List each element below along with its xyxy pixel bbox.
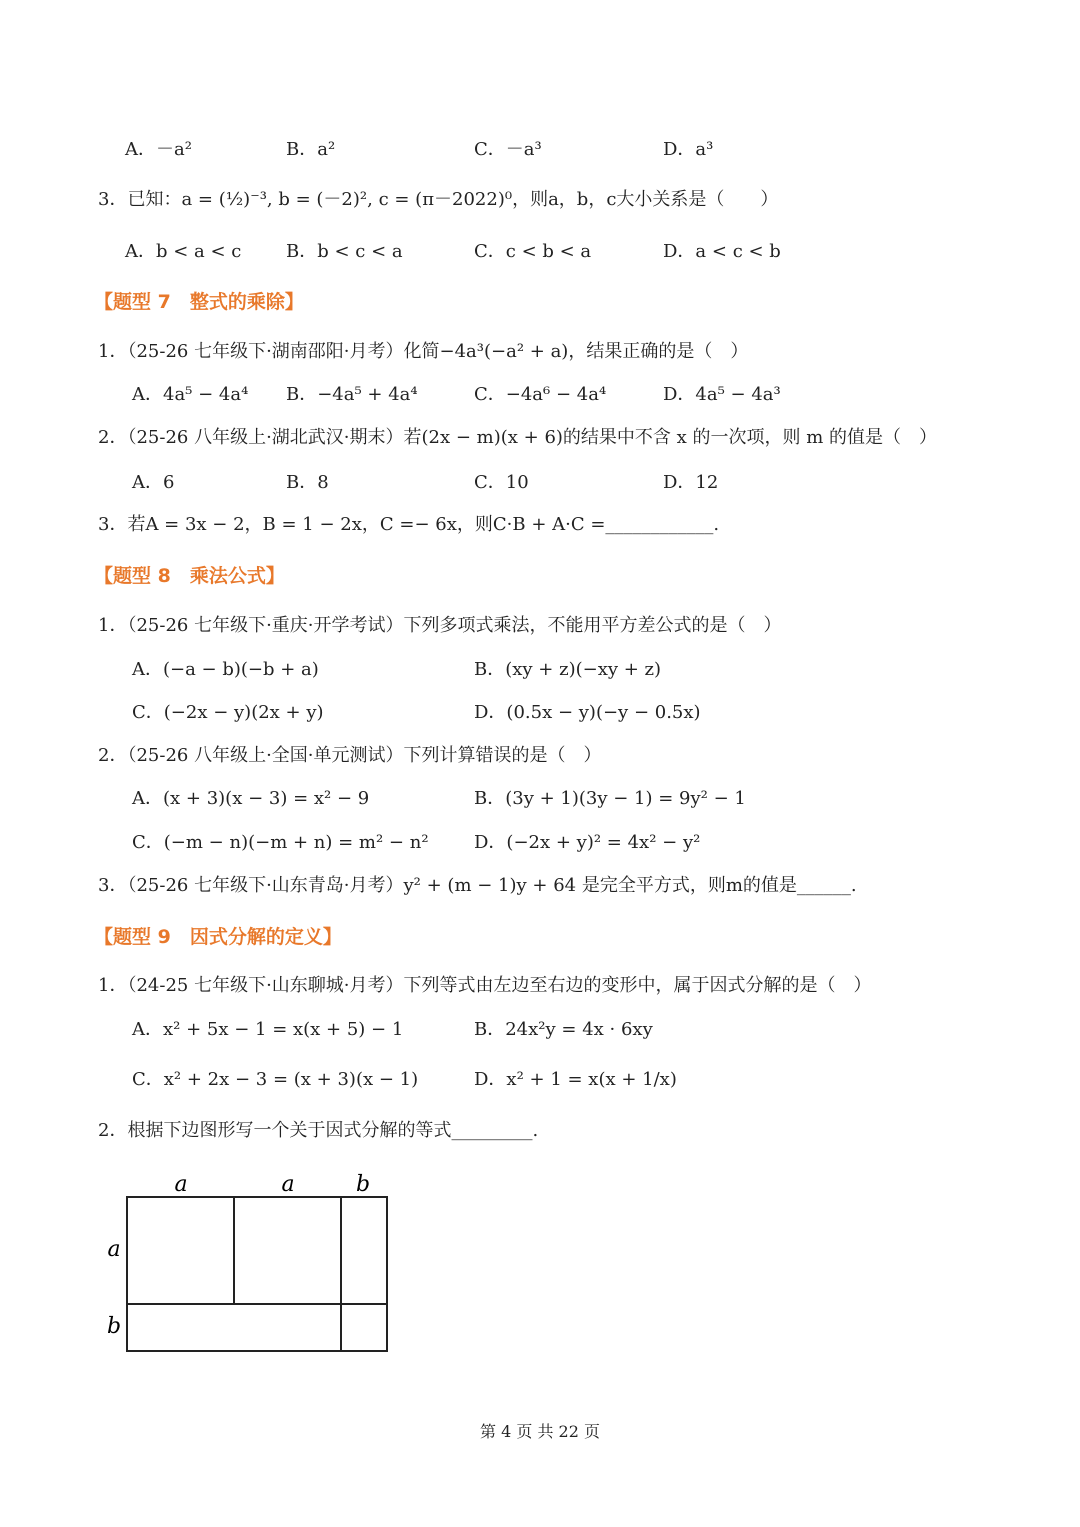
type9-q2-stem: 2．根据下边图形写一个关于因式分解的等式_________. — [98, 1120, 539, 1141]
prev-q3-option-c: C．c < b < a — [474, 241, 592, 262]
figure-top-label-b: b — [355, 1172, 371, 1197]
type7-q2-option-b: B．8 — [286, 472, 329, 493]
type7-q1-option-b: B．−4a⁵ + 4a⁴ — [286, 384, 418, 405]
prev-q3-stem: 3．已知：a = (½)⁻³, b = (－2)², c = (π－2022)⁰，则a，b，c大小关系是（ ） — [98, 189, 779, 210]
factorization-figure — [95, 1165, 405, 1365]
type7-q1-option-c: C．−4a⁶ − 4a⁴ — [474, 384, 607, 405]
type8-q1-option-c: C．(−2x − y)(2x + y) — [132, 702, 324, 723]
type8-q1-stem: 1．（25-26 七年级下·重庆·开学考试）下列多项式乘法，不能用平方差公式的是（ ） — [98, 615, 782, 636]
prev-q3-option-a: A．b < a < c — [125, 241, 242, 262]
type9-q1-option-b: B．24x²y = 4x · 6xy — [474, 1019, 653, 1040]
page-footer: 第 4 页 共 22 页 — [480, 1422, 600, 1441]
figure-outer-rect — [127, 1197, 387, 1351]
figure-top-label-a2: a — [281, 1172, 295, 1197]
type9-q1-option-a: A．x² + 5x − 1 = x(x + 5) − 1 — [132, 1019, 404, 1040]
section-heading-type9: 【题型 9 因式分解的定义】 — [94, 926, 342, 948]
type8-q1-option-a: A．(−a − b)(−b + a) — [132, 659, 319, 680]
type8-q2-option-c: C．(−m − n)(−m + n) = m² − n² — [132, 832, 429, 853]
figure-left-label-a: a — [107, 1237, 121, 1262]
prev-q2-option-c: C．－a³ — [474, 139, 542, 160]
prev-q3-option-d: D．a < c < b — [663, 241, 781, 262]
type8-q2-option-b: B．(3y + 1)(3y − 1) = 9y² − 1 — [474, 788, 746, 809]
type8-q2-stem: 2．（25-26 八年级上·全国·单元测试）下列计算错误的是（ ） — [98, 745, 602, 766]
type8-q3-stem: 3．（25-26 七年级下·山东青岛·月考）y² + (m − 1)y + 64 是完全平方式，则m的值是______. — [98, 875, 857, 896]
type7-q1-option-a: A．4a⁵ − 4a⁴ — [132, 384, 249, 405]
type8-q1-option-d: D．(0.5x − y)(−y − 0.5x) — [474, 702, 701, 723]
prev-q3-option-b: B．b < c < a — [286, 241, 403, 262]
type8-q2-option-a: A．(x + 3)(x − 3) = x² − 9 — [132, 788, 370, 809]
section-heading-type8: 【题型 8 乘法公式】 — [94, 565, 285, 587]
type7-q2-option-d: D．12 — [663, 472, 719, 493]
type9-q1-option-d: D．x² + 1 = x(x + 1/x) — [474, 1069, 677, 1090]
type7-q2-stem: 2．（25-26 八年级上·湖北武汉·期末）若(2x − m)(x + 6)的结果中不含 x 的一次项，则 m 的值是（ ） — [98, 427, 938, 448]
type7-q2-option-c: C．10 — [474, 472, 529, 493]
type7-q2-option-a: A．6 — [132, 472, 175, 493]
prev-q2-option-a: A．－a² — [125, 139, 192, 160]
section-heading-type7: 【题型 7 整式的乘除】 — [94, 291, 304, 313]
type7-q3-stem: 3．若A = 3x − 2，B = 1 − 2x，C =− 6x，则C·B + A·C =____________. — [98, 514, 720, 535]
type9-q1-stem: 1．（24-25 七年级下·山东聊城·月考）下列等式由左边至右边的变形中，属于因式分解的是（ ） — [98, 975, 872, 996]
figure-left-label-b: b — [106, 1314, 122, 1339]
type8-q1-option-b: B．(xy + z)(−xy + z) — [474, 659, 662, 680]
prev-q2-option-d: D．a³ — [663, 139, 714, 160]
type7-q1-stem: 1．（25-26 七年级下·湖南邵阳·月考）化简−4a³(−a² + a)，结果正确的是（ ） — [98, 341, 749, 362]
figure-top-label-a1: a — [174, 1172, 188, 1197]
type7-q1-option-d: D．4a⁵ − 4a³ — [663, 384, 781, 405]
prev-q2-option-b: B．a² — [286, 139, 336, 160]
type9-q1-option-c: C．x² + 2x − 3 = (x + 3)(x − 1) — [132, 1069, 419, 1090]
type8-q2-option-d: D．(−2x + y)² = 4x² − y² — [474, 832, 701, 853]
